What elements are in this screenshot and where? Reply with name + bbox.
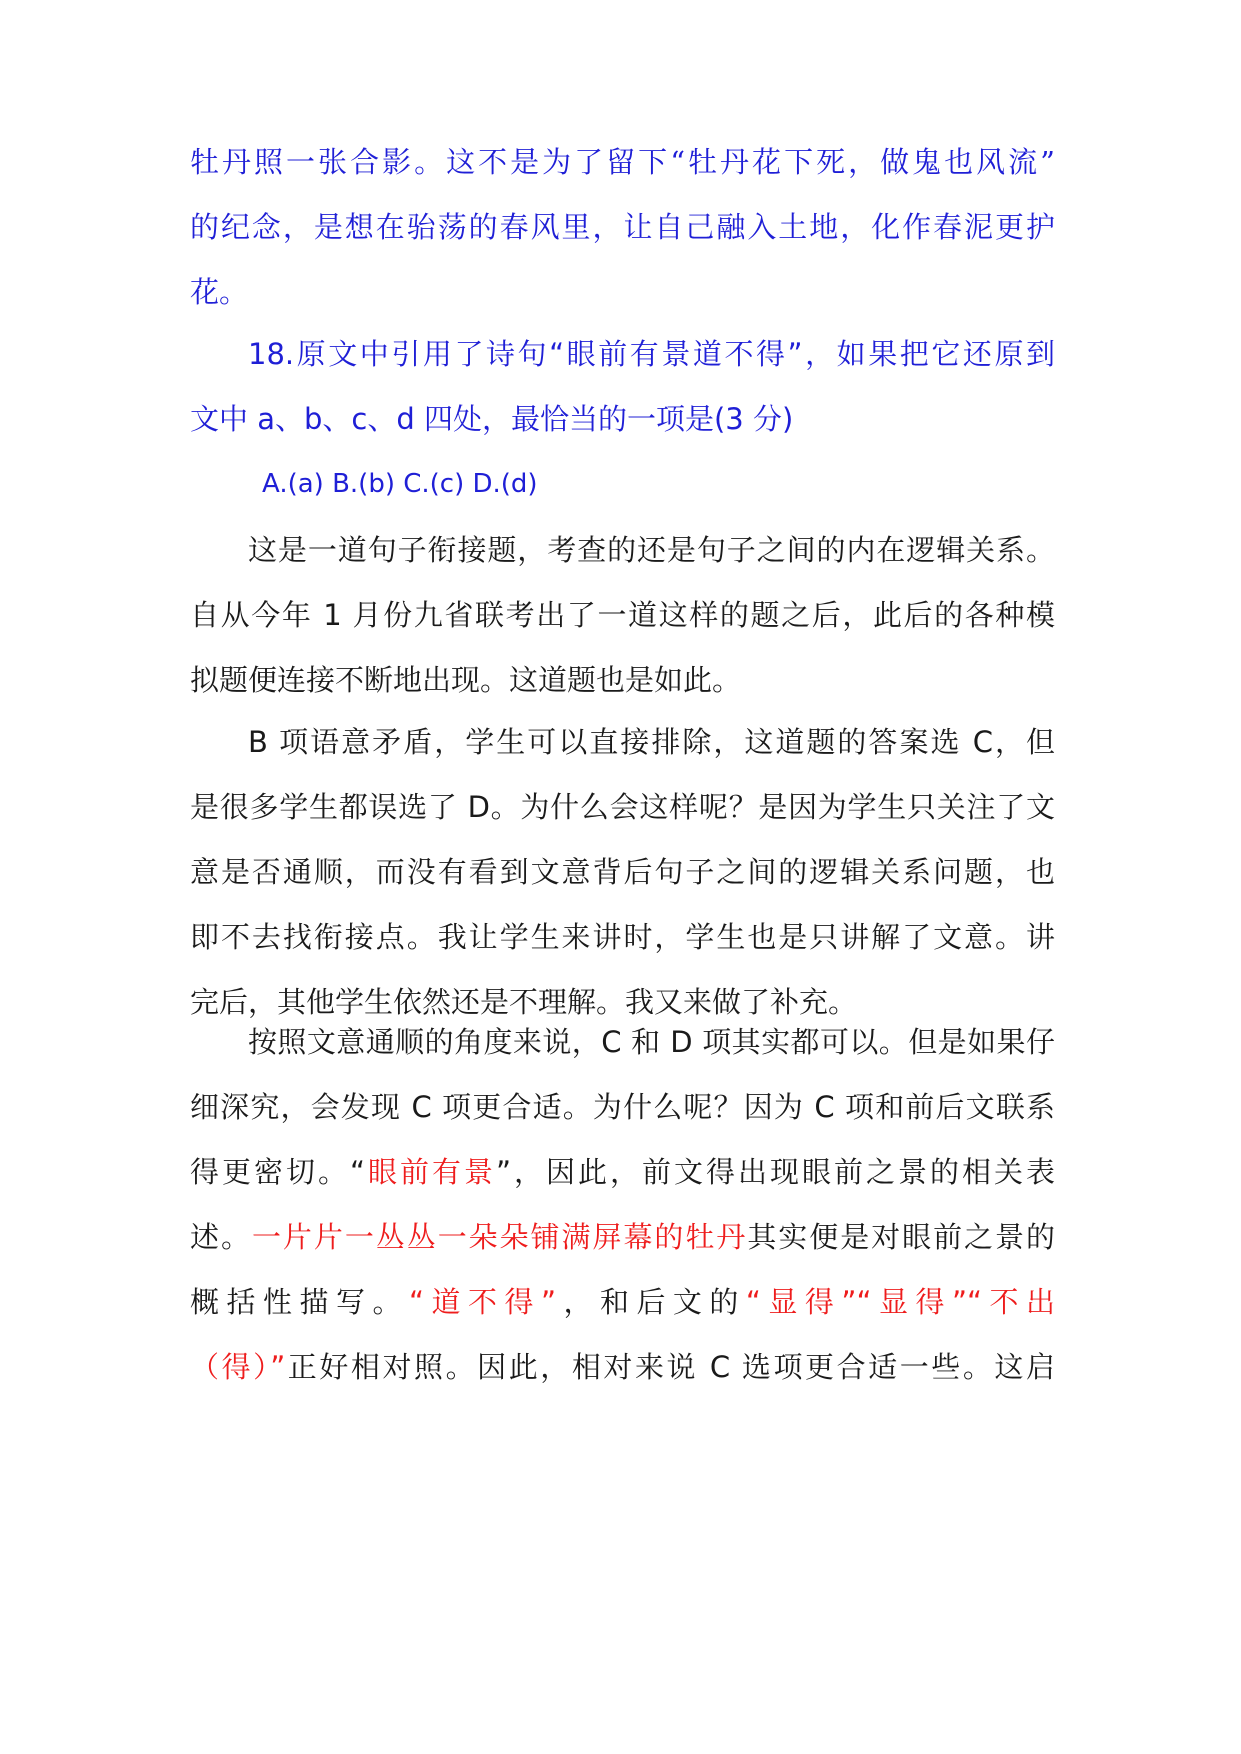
quote-line: 花。 — [190, 275, 249, 309]
highlight-text: “显得”“显得”“不出 — [745, 1285, 1055, 1319]
paragraph-3 — [190, 1010, 1055, 1400]
paragraph-line: 细深究，会发现 C 项更合适。为什么呢？因为 C 项和前后文联系 — [190, 1090, 1055, 1124]
highlight-text: “道不得” — [408, 1285, 556, 1319]
paragraph-line — [190, 1335, 1055, 1400]
paragraph-1 — [190, 518, 1055, 713]
question-18 — [190, 322, 1055, 452]
paragraph-line: 意是否通顺，而没有看到文意背后句子之间的逻辑关系问题，也 — [190, 855, 1055, 889]
text-segment: ”，因此，前文得出现眼前之景的相关表 — [496, 1155, 1055, 1189]
paragraph-line: 完后，其他学生依然还是不理解。我又来做了补充。 — [190, 985, 858, 1019]
paragraph-line: 即不去找衔接点。我让学生来讲时，学生也是只讲解了文意。讲 — [190, 920, 1055, 954]
highlight-text: 一片片一丛丛一朵朵铺满屏幕的牡丹 — [251, 1220, 748, 1254]
text-segment: 其实便是对眼前之景的 — [747, 1220, 1055, 1254]
paragraph-line: 这是一道句子衔接题，考查的还是句子之间的内在逻辑关系。 — [248, 533, 1055, 567]
text-segment: 正好相对照。因此，相对来说 C 选项更合适一些。这启 — [285, 1350, 1055, 1384]
paragraph-line: 按照文意通顺的角度来说，C 和 D 项其实都可以。但是如果仔 — [248, 1025, 1055, 1059]
paragraph-line — [190, 1205, 1055, 1270]
highlight-text: 眼前有景 — [365, 1155, 497, 1189]
paragraph-line: 拟题便连接不断地出现。这道题也是如此。 — [190, 663, 742, 697]
paragraph-line: 是很多学生都误选了 D。为什么会这样呢？是因为学生只关注了文 — [190, 790, 1055, 824]
question-options — [190, 452, 1055, 517]
paragraph-line: B 项语意矛盾，学生可以直接排除，这道题的答案选 C，但 — [248, 725, 1055, 759]
question-line: 文中 a、b、c、d 四处，最恰当的一项是(3 分) — [190, 402, 794, 436]
highlight-text: （得）” — [190, 1350, 286, 1384]
question-line: 18.原文中引用了诗句“眼前有景道不得”，如果把它还原到 — [248, 337, 1055, 371]
text-segment: 述。 — [190, 1220, 252, 1254]
paragraph-line — [190, 1140, 1055, 1205]
paragraph-line — [190, 1270, 1055, 1335]
text-segment: 得更密切。“ — [190, 1155, 366, 1189]
paragraph-2 — [190, 710, 1055, 1035]
quote-line: 牡丹照一张合影。这不是为了留下“牡丹花下死，做鬼也风流” — [190, 145, 1055, 179]
options-line: A.(a) B.(b) C.(c) D.(d) — [262, 469, 538, 499]
text-segment: ，和后文的 — [555, 1285, 746, 1319]
text-segment: 概括性描写。 — [190, 1285, 409, 1319]
paragraph-line: 自从今年 1 月份九省联考出了一道这样的题之后，此后的各种模 — [190, 598, 1055, 632]
quoted-paragraph — [190, 130, 1055, 325]
quote-line: 的纪念，是想在骀荡的春风里，让自己融入土地，化作春泥更护 — [190, 210, 1055, 244]
